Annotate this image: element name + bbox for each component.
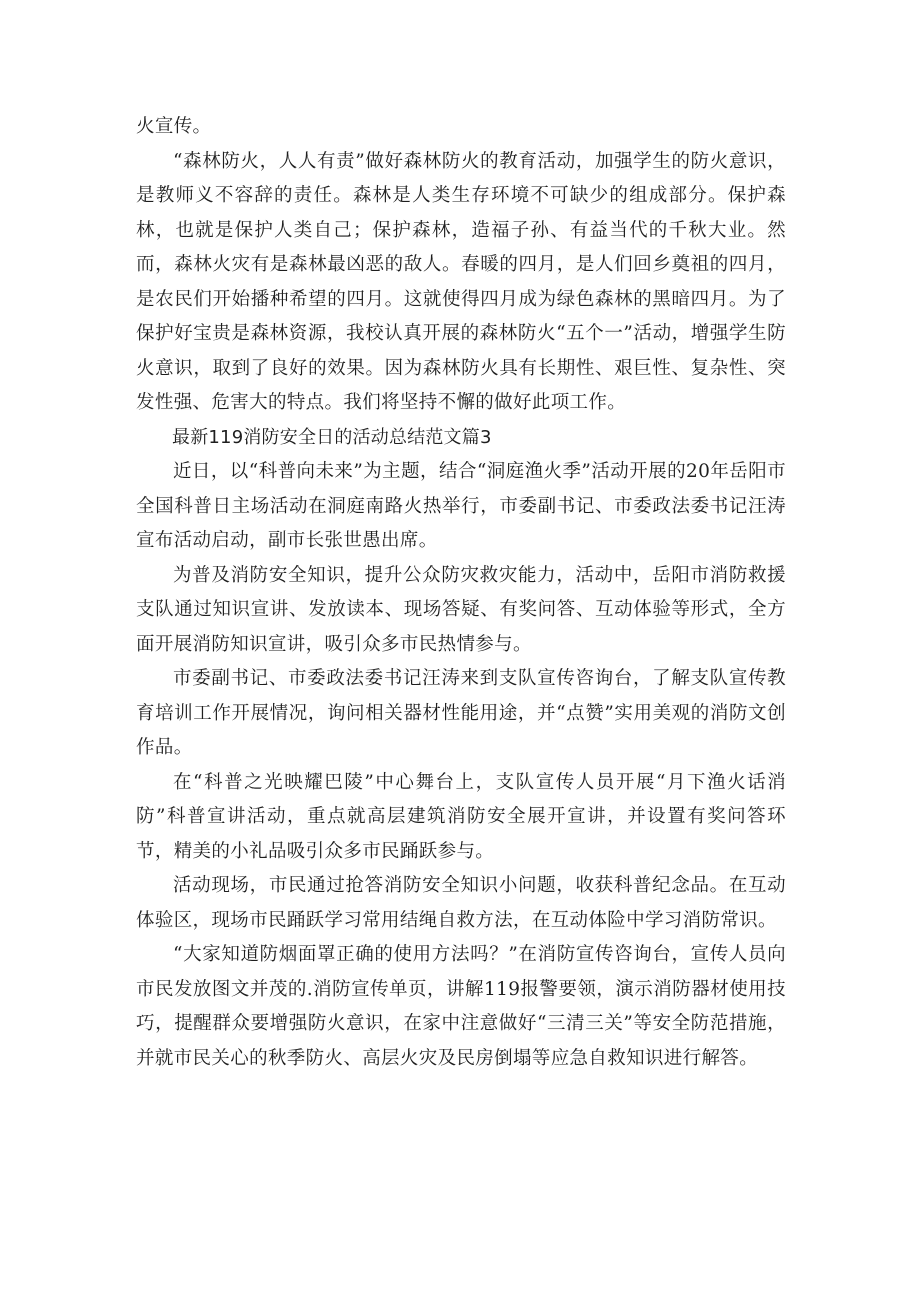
paragraph-secretary-visit: 市委副书记、市委政法委书记汪涛来到支队宣传咨询台，了解支队宣传教育培训工作开展情况，询问相关器材性能用途，并“点赞”实用美观的消防文创作品。 — [136, 668, 786, 758]
paragraph-smoke-mask: “大家知道防烟面罩正确的使用方法吗？”在消防宣传咨询台，宣传人员向市民发放图文并茂的.消防宣传单页，讲解119报警要领，演示消防器材使用技巧，提醒群众要增强防火意识，在家中注意做好“三清三关”等安全防范措施，并就市民关心的秋季防火、高层火灾及民房倒塌等应急自救知识进行解答。 — [136, 944, 786, 1069]
paragraph-activity-site: 活动现场，市民通过抢答消防安全知识小问题，收获科普纪念品。在互动体验区，现场市民踊跃学习常用结绳自救方法，在互动体险中学习消防常识。 — [136, 875, 786, 931]
paragraph-science-day-event: 近日，以“科普向未来”为主题，结合“洞庭渔火季”活动开展的20年岳阳市全国科普日主场活动在洞庭南路火热举行，市委副书记、市委政法委书记汪涛宣布活动启动，副市长张世愚出席。 — [136, 461, 786, 551]
document-body — [136, 110, 786, 1076]
section-heading: 最新119消防安全日的活动总结范文篇3 — [172, 426, 492, 448]
paragraph-continuation: 火宣传。 — [136, 116, 212, 137]
paragraph-stage-lecture: 在“科普之光映耀巴陵”中心舞台上，支队宣传人员开展“月下渔火话消防”科普宣讲活动，重点就高层建筑消防安全展开宣讲，并设置有奖问答环节，精美的小礼品吸引众多市民踊跃参与。 — [136, 771, 786, 862]
paragraph-forest-fire-prevention: “森林防火，人人有责”做好森林防火的教育活动，加强学生的防火意识，是教师义不容辞的责任。森林是人类生存环境不可缺少的组成部分。保护森林，也就是保护人类自己；保护森林，造福子孙、有益当代的千秋大业。然而，森林火灾有是森林最凶恶的敌人。春暖的四月，是人们回乡奠祖的四月，是农民们开始播种希望的四月。这就使得四月成为绿色森林的黑暗四月。为了保护好宝贵是森林资源，我校认真开展的森林防火“五个一”活动，增强学生防火意识，取到了良好的效果。因为森林防火具有长期性、艰巨性、复杂性、突发性强、危害大的特点。我们将坚持不懈的做好此项工作。 — [136, 150, 786, 413]
paragraph-fire-safety-knowledge: 为普及消防安全知识，提升公众防灾救灾能力，活动中，岳阳市消防救援支队通过知识宣讲、发放读本、现场答疑、有奖问答、互动体验等形式，全方面开展消防知识宣讲，吸引众多市民热情参与。 — [136, 564, 786, 655]
